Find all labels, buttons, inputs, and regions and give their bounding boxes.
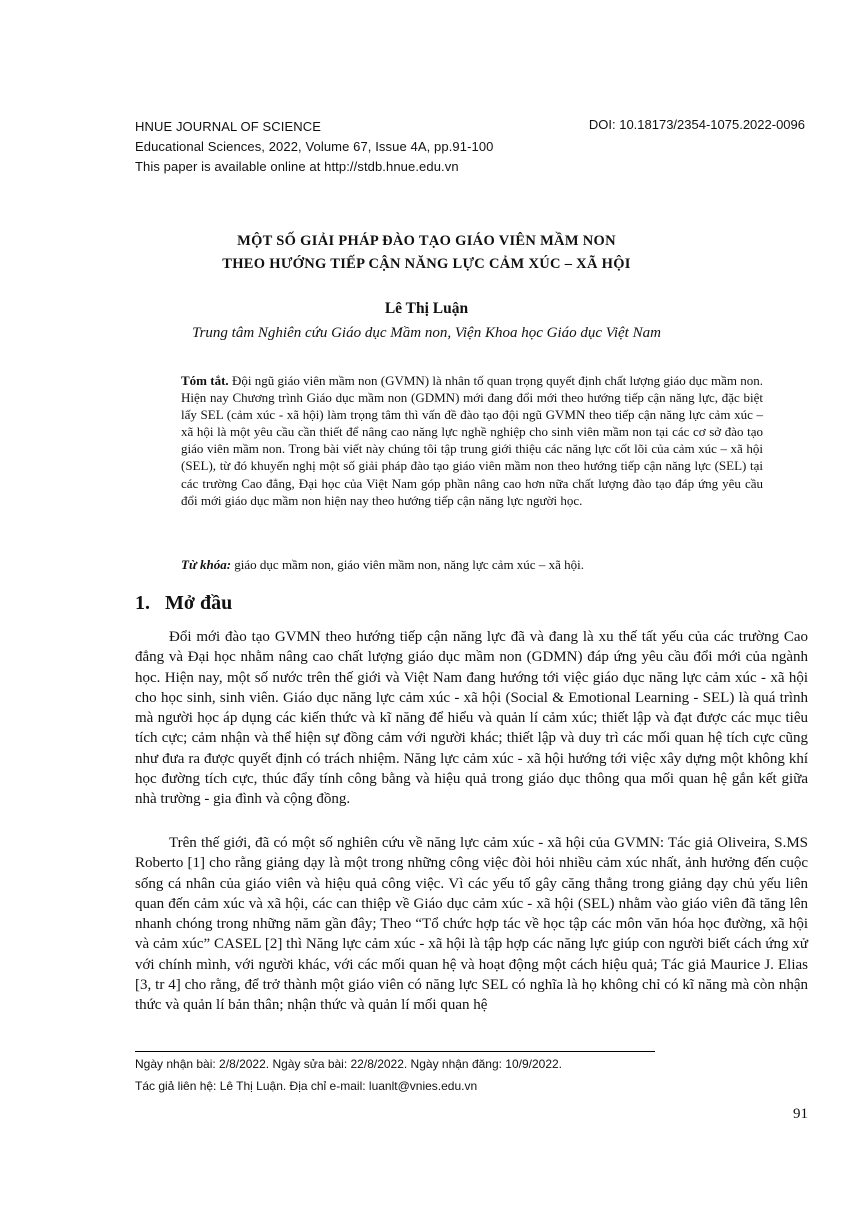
doi: DOI: 10.18173/2354-1075.2022-0096 <box>588 117 805 132</box>
paragraph-text: Đổi mới đào tạo GVMN theo hướng tiếp cận năng lực đã và đang là xu thế tất yếu của các trường Cao đẳng và Đại học nhằm nâng cao chất lượng giáo dục mầm non (GDMN) đáp ứng yêu cầu đổi mới của ngành học. Hiện nay, một số nước trên thế giới và Việt Nam đang hướng tới việc giáo dục năng lực cảm xúc - xã hội cho học sinh, sinh viên. Giáo dục năng lực cảm xúc - xã hội (Social & Emotional Learning - SEL) là quá trình mà người học áp dụng các kiến thức và kĩ năng để hiểu và quản lí cảm xúc; thiết lập và đạt được các mục tiêu tích cực; cảm nhận và thể hiện sự đồng cảm với người khác; thiết lập và duy trì các mối quan hệ tích cực cũng như đưa ra được quyết định có trách nhiệm. Năng lực cảm xúc - xã hội hướng tới việc xây dựng một không khí học đường tích cực, thúc đẩy tính công bằng và hiệu quả trong giáo dục thông qua mối quan hệ gắn kết giữa nhà trường - gia đình và cộng đồng. <box>135 629 808 808</box>
author-affiliation: Trung tâm Nghiên cứu Giáo dục Mầm non, Viện Khoa học Giáo dục Việt Nam <box>192 325 661 341</box>
keywords <box>181 557 763 573</box>
journal-volume: Educational Sciences, 2022, Volume 67, Issue 4A, pp.91-100 <box>135 139 494 154</box>
footnote-divider <box>135 1051 655 1052</box>
title-line-1: MỘT SỐ GIẢI PHÁP ĐÀO TẠO GIÁO VIÊN MẦM NON <box>237 233 616 249</box>
footnote-dates: Ngày nhận bài: 2/8/2022. Ngày sửa bài: 22/8/2022. Ngày nhận đăng: 10/9/2022. <box>135 1057 563 1071</box>
page-number: 91 <box>793 1106 808 1122</box>
abstract-label: Tóm tắt. <box>181 373 229 388</box>
author-name: Lê Thị Luận <box>384 300 469 317</box>
keywords-text: giáo dục mầm non, giáo viên mầm non, năng lực cảm xúc – xã hội. <box>231 557 584 572</box>
journal-header <box>135 117 493 177</box>
body-paragraph-1 <box>135 627 808 810</box>
footnote-contact: Tác giả liên hệ: Lê Thị Luận. Địa chỉ e-mail: luanlt@vnies.edu.vn <box>135 1079 478 1093</box>
abstract-text: Đội ngũ giáo viên mầm non (GVMN) là nhân tố quan trọng quyết định chất lượng giáo dục mầm non. Hiện nay Chương trình Giáo dục mầm non (GDMN) mới đang đổi mới theo hướng tiếp cận năng lực, đặc biệt lấy SEL (cảm xúc - xã hội) làm trọng tâm thì vấn đề đào tạo đội ngũ GVMN theo tiếp cận năng lực cảm xúc – xã hội là một yêu cầu cần thiết để nâng cao năng lực nghề nghiệp cho sinh viên mầm non tại các cơ sở đào tạo giáo viên mầm non. Trong bài viết này chúng tôi tập trung giới thiệu các năng lực cốt lõi của cảm xúc – xã hội (SEL), từ đó khuyến nghị một số giải pháp đào tạo giáo viên mầm non theo hướng tiếp cận năng lực (SEL) tại các trường Cao đẳng, Đại học của Việt Nam góp phần nâng cao hơn nữa chất lượng đào tạo đáp ứng yêu cầu đổi mới giáo dục mầm non hiện nay theo hướng tiếp cận năng lực người học. <box>181 373 764 508</box>
article-title <box>0 230 853 276</box>
body-paragraph-2 <box>135 833 808 1016</box>
title-line-2: THEO HƯỚNG TIẾP CẬN NĂNG LỰC CẢM XÚC – XÃ HỘI <box>222 256 631 272</box>
journal-online: This paper is available online at http://stdb.hnue.edu.vn <box>135 159 459 174</box>
abstract <box>181 372 763 509</box>
paragraph-text: Trên thế giới, đã có một số nghiên cứu về năng lực cảm xúc - xã hội của GVMN: Tác giả Oliveira, S.MS Roberto [1] cho rằng giảng dạy là một trong những công việc đòi hỏi nhiều cảm xúc nhất, ảnh hưởng đến cuộc sống cá nhân của giáo viên và hiệu quả công việc. Vì các yếu tố gây căng thẳng trong giảng dạy chủ yếu liên quan đến cảm xúc và xã hội, các can thiệp về Giáo dục cảm xúc - xã hội (SEL) nhằm vào giáo viên đã tăng lên nhanh chóng trong những năm gần đây; Theo “Tổ chức hợp tác về học tập các môn văn hóa học đường, xã hội và cảm xúc” CASEL [2] thì Năng lực cảm xúc - xã hội là tập hợp các năng lực giúp con người biết cách ứng xử với chính mình, với người khác, với các mối quan hệ và hoạt động một cách hiệu quả; Tác giả Maurice J. Elias [3, tr 4] cho rằng, để trở thành một giáo viên có năng lực SEL có nghĩa là họ không chỉ có kĩ năng mà còn nhận thức và quản lí bản thân; nhận thức và quản lí mối quan hệ <box>135 835 808 1014</box>
keywords-label: Từ khóa: <box>181 557 232 572</box>
section-heading: 1. Mở đầu <box>135 592 233 614</box>
journal-name: HNUE JOURNAL OF SCIENCE <box>135 119 322 134</box>
